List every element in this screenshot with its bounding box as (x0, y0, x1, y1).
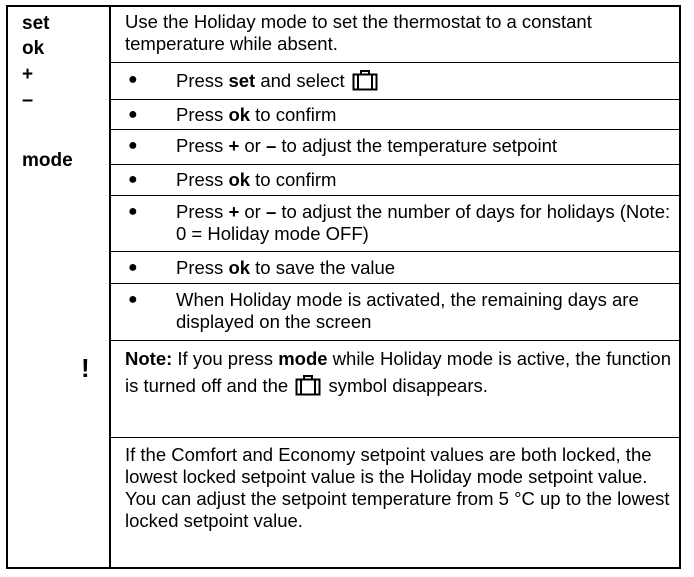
key-minus: – (22, 89, 34, 111)
note-body: If you press (172, 348, 279, 369)
step-key: + (228, 135, 240, 156)
step-key: set (228, 70, 256, 91)
row-separator (111, 340, 679, 341)
step-key: – (265, 135, 277, 156)
bullet-dot: ● (128, 171, 138, 188)
row-separator (111, 62, 679, 63)
step-text: Press (176, 135, 229, 156)
note-label: Note: (125, 348, 173, 369)
row-separator (111, 129, 679, 130)
step-key: ok (228, 257, 251, 278)
step-key: ok (228, 169, 251, 190)
note-body: symbol disappears. (323, 375, 488, 396)
step-text: When Holiday mode is activated, the remaining days are displayed on the screen (176, 289, 639, 332)
key-ok: ok (22, 38, 45, 59)
step-text: Press (176, 201, 229, 222)
suitcase-icon (295, 374, 321, 396)
step-text: or (239, 135, 266, 156)
step-text: to confirm (250, 104, 337, 125)
step-text: Press (176, 70, 229, 91)
column-divider (109, 7, 111, 567)
note-body: while Holiday mode is active, the function is turned off and the (125, 348, 671, 396)
warning-icon: ! (81, 353, 90, 383)
note-text (125, 345, 673, 399)
step-text: and select (255, 70, 350, 91)
key-plus: + (22, 64, 34, 85)
instruction-table (6, 5, 681, 569)
step-key: + (228, 201, 240, 222)
bullet-dot: ● (128, 106, 138, 123)
step-text: Press (176, 257, 229, 278)
row-separator (111, 195, 679, 196)
step-text: to adjust the temperature setpoint (276, 135, 558, 156)
step-text: to adjust the number of days for holidays (Note: 0 = Holiday mode OFF) (176, 201, 671, 244)
bullet-dot: ● (128, 291, 138, 308)
row-separator (111, 251, 679, 252)
step-text: to confirm (250, 169, 337, 190)
key-set: set (22, 13, 50, 34)
step-key: ok (228, 104, 251, 125)
bullet-dot: ● (128, 259, 138, 276)
row-separator (111, 437, 679, 438)
setpoint-info-text: If the Comfort and Economy setpoint values are both locked, the lowest locked setpoint value is the Holiday mode setpoint value. You can adjust the setpoint temperature from 5 °C up to the lowest locked setpoint value. (125, 444, 670, 531)
note-key: mode (278, 348, 328, 369)
step-text: Press (176, 169, 229, 190)
step-text: or (239, 201, 266, 222)
step-key: – (265, 201, 277, 222)
bullet-dot: ● (128, 137, 138, 154)
bullet-dot: ● (128, 203, 138, 220)
row-separator (111, 283, 679, 284)
intro-text: Use the Holiday mode to set the thermostat to a constant temperature while absent. (125, 11, 592, 54)
key-mode: mode (22, 150, 73, 171)
row-separator (111, 99, 679, 100)
bullet-dot: ● (128, 71, 138, 88)
step-text: Press (176, 104, 229, 125)
step-text: to save the value (250, 257, 396, 278)
suitcase-icon (352, 69, 378, 91)
row-separator (111, 164, 679, 165)
